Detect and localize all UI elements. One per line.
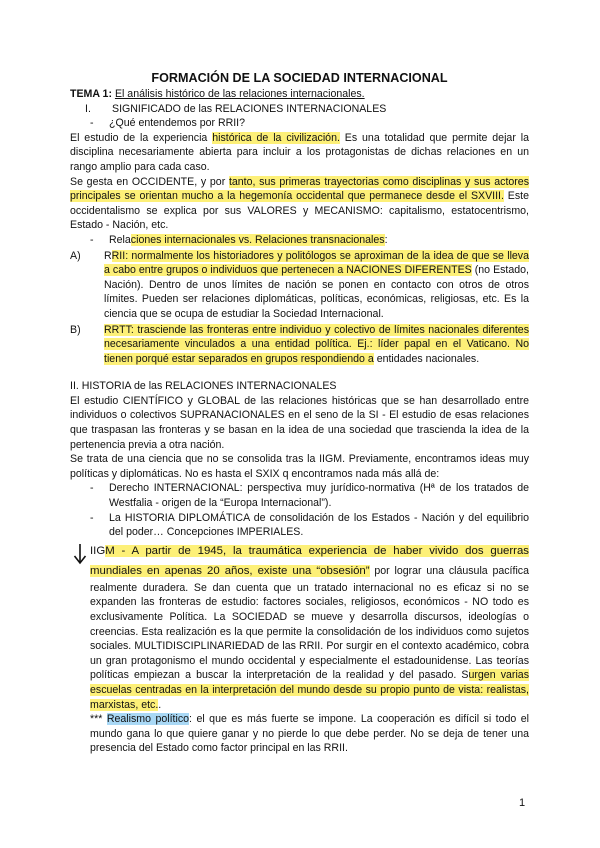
paragraph-experience-pre: El estudio de la experiencia (70, 131, 213, 144)
tema-line (70, 87, 529, 102)
question-item (70, 116, 529, 131)
paragraph-occidente-pre: Se gesta en OCCIDENTE, y por (70, 175, 229, 188)
iigm-paragraph (90, 545, 529, 711)
spacer (70, 366, 529, 379)
iigm-tail: . (158, 698, 162, 711)
relations-text (109, 233, 529, 248)
iigm-mid: por lograr una cláusula pacífica realmente duradera. Se dan cuenta que un tratado internacional no es eficaz si no se expanden las fronteras de estudio: factores sociales, religiosos, económicos - NO todo es exclusivamente Política. La SOCIEDAD se mueve y desarrolla discursos, ideologías o creencias. Esta realización es la que permite la consolidación de los individuos como sujetos sociales. MULTIDISCIPLINARIEDAD de las RRII. Por surgir en el contexto académico, cobra un gran protagonismo el mundo occidental y especialmente el estadounidense. Las teorías políticas empiezan a buscar la interpretación de la realidad y del pasado. S (90, 564, 529, 682)
document-body (70, 70, 529, 756)
item-b-label: B) (70, 323, 81, 336)
paragraph-scientific-study: El estudio CIENTÍFICO y GLOBAL de las relaciones históricas que se han desarrollado entre individuos o colectivos SUPRANACIONALES en el seno de la SI - El estudio de esas relaciones que traspasan las fronteras y se basan en la idea de una sociedad que trascienda la idea de la pertenencia previa a otra nación. (70, 394, 529, 451)
realismo-stars: *** (90, 713, 107, 726)
paragraph-realismo (70, 712, 529, 756)
highlight-occidente: tanto, sus primeras trayectorias como disciplinas y sus actores principales se orientan mucho a la hegemonía occidental que permanece desde el SXVIII. (70, 175, 529, 203)
list-dash: - (90, 511, 94, 524)
document-title: FORMACIÓN DE LA SOCIEDAD INTERNACIONAL (151, 71, 448, 85)
highlight-relations: ciones internacionales vs. Relaciones transnacionales (130, 233, 385, 246)
iigm-pre: IIG (90, 544, 106, 557)
relations-dash: - (90, 233, 94, 246)
item-b-text (104, 323, 529, 367)
tema-label: TEMA 1: (70, 88, 112, 100)
relations-pre: Rela (109, 233, 131, 246)
paragraph-experience-post: Es una totalidad que permite dejar la disciplina necesariamente abierta para incluir a los protagonistas de dichas relaciones en un rango amplio para cada caso. (70, 131, 529, 173)
question-dash: - (90, 117, 94, 130)
iigm-block (70, 541, 529, 712)
paragraph-experience (70, 131, 529, 175)
relations-post: : (384, 233, 388, 246)
list-dash: - (90, 482, 94, 495)
highlight-rrii: RII: normalmente los historiadores y politólogos se aproximan de la idea de que se lleva a cabo entre grupos o individuos que pertenecen a NACIONES DIFERENTES (104, 249, 529, 277)
item-a (70, 249, 529, 322)
question-text: ¿Qué entendemos por RRII? (109, 117, 246, 130)
list-item-historia-diplomatica (70, 511, 529, 540)
list-item-historia-diplomatica-text: La HISTORIA DIPLOMÁTICA de consolidación de los Estados - Nación y del equilibrio del poder… Concepciones IMPERIALES. (109, 511, 529, 539)
list-item-derecho (70, 481, 529, 510)
section-1-title: SIGNIFICADO de las RELACIONES INTERNACIONALES (112, 102, 387, 115)
highlight-schools: urgen varias escuelas centradas en la interpretación del mundo desde su propio punto de vista: realistas, marxistas, etc. (90, 669, 529, 711)
item-a-text (104, 249, 529, 322)
item-a-label: A) (70, 249, 81, 262)
item-a-post: (no Estado, Nación). Dentro de unos límites de nación se ponen en contacto con otros de otros límites. Pueden ser relaciones diplomáticas, políticas, económicas, religiosas, etc. Es la ciencia que se ocupa de estudiar la Sociedad Internacional. (104, 264, 529, 320)
relations-item (70, 233, 529, 248)
paragraph-consolidation: Se trata de una ciencia que no se consolida tras la IIGM. Previamente, encontramos ideas muy políticas y diplomáticas. No es hasta el SXIX q encontramos nada más allá de: (70, 453, 529, 480)
tema-text: El análisis histórico de las relaciones internacionales. (114, 88, 365, 100)
list-item-derecho-text: Derecho INTERNACIONAL: perspectiva muy jurídico-normativa (Hª de los tratados de Westfalia - origen de la “Europa Internacional”). (109, 482, 529, 510)
highlight-realismo: Realismo político (106, 713, 190, 726)
highlight-rrtt: RRTT: trasciende las fronteras entre individuo y colectivo de límites nacionales diferentes necesariamente vinculados a una entidad política. Ej.: líder papal en el Vaticano. No tienen porqué estar separados en grupos respondiendo a (104, 323, 529, 365)
realismo-post: : el que es más fuerte se impone. La cooperación es difícil si todo el mundo gana lo que quiere ganar y no pierde lo que debe perder. No se deja de tener una presencia del Estado como factor principal en las RRII. (90, 713, 530, 755)
section-1-number: I. (85, 102, 91, 115)
item-a-pre: R (104, 249, 112, 262)
item-b (70, 323, 529, 367)
section-2-heading: II. HISTORIA de las RELACIONES INTERNACIONALES (70, 380, 337, 393)
page-number: 1 (519, 797, 526, 809)
down-arrow-icon (70, 541, 90, 712)
paragraph-occidente (70, 175, 529, 233)
section-1-heading (70, 102, 529, 117)
iigm-text (90, 541, 529, 712)
item-b-post: entidades nacionales. (373, 352, 480, 365)
highlight-iigm: M - A partir de 1945, la traumática experiencia de haber vivido dos guerras mundiales en apenas 20 años, existe una “obsesión” (90, 544, 529, 577)
paragraph-occidente-post: Este occidentalismo se explica por sus VALORES y MECANISMO: capitalismo, estatocentrismo, Estado - Nación, etc. (70, 190, 529, 232)
highlight-civilization: histórica de la civilización. (212, 131, 340, 144)
